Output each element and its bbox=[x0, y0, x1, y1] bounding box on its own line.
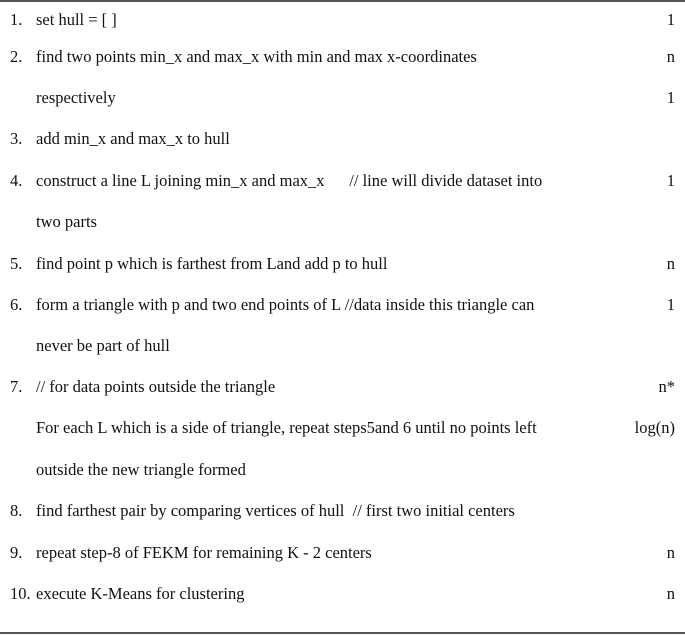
step-number: 5. bbox=[10, 254, 23, 273]
step-cost: n bbox=[666, 584, 675, 603]
step-cost: n* bbox=[658, 377, 675, 396]
step-cost: n bbox=[666, 543, 675, 562]
table-row bbox=[0, 85, 685, 111]
step-text: form a triangle with p and two end points of L //data inside this triangle can bbox=[36, 295, 535, 314]
table-row bbox=[0, 251, 685, 277]
step-cost: n bbox=[666, 254, 675, 273]
table-row bbox=[0, 209, 685, 235]
step-text: // for data points outside the triangle bbox=[36, 377, 276, 396]
step-text: For each L which is a side of triangle, repeat steps5and 6 until no points left bbox=[36, 418, 537, 437]
step-cost: n bbox=[666, 47, 675, 66]
step-text: find farthest pair by comparing vertices of hull // first two initial centers bbox=[36, 501, 515, 520]
step-number: 2. bbox=[10, 47, 23, 66]
table-row bbox=[0, 44, 685, 70]
table-row bbox=[0, 540, 685, 566]
step-number: 7. bbox=[10, 377, 23, 396]
table-top-rule bbox=[0, 0, 685, 2]
step-number: 6. bbox=[10, 295, 23, 314]
table-row bbox=[0, 457, 685, 483]
step-number: 9. bbox=[10, 543, 23, 562]
step-text: respectively bbox=[36, 88, 116, 107]
table-row bbox=[0, 333, 685, 359]
step-cost: 1 bbox=[666, 10, 675, 29]
step-cost: 1 bbox=[666, 171, 675, 190]
table-row bbox=[0, 374, 685, 400]
step-text: never be part of hull bbox=[36, 336, 170, 355]
table-row bbox=[0, 498, 685, 524]
table-row bbox=[0, 126, 685, 152]
step-text: construct a line L joining min_x and max_x // line will divide dataset into bbox=[36, 171, 543, 190]
step-cost: log(n) bbox=[634, 418, 675, 437]
table-row bbox=[0, 415, 685, 441]
step-text: execute K-Means for clustering bbox=[36, 584, 245, 603]
table-row bbox=[0, 168, 685, 194]
step-number: 4. bbox=[10, 171, 23, 190]
step-number: 8. bbox=[10, 501, 23, 520]
step-number: 3. bbox=[10, 129, 23, 148]
step-text: find point p which is farthest from Land add p to hull bbox=[36, 254, 388, 273]
step-number: 1. bbox=[10, 10, 23, 29]
step-text: repeat step-8 of FEKM for remaining K - 2 centers bbox=[36, 543, 372, 562]
step-text: set hull = [ ] bbox=[36, 10, 117, 29]
step-text: find two points min_x and max_x with min and max x-coordinates bbox=[36, 47, 477, 66]
step-cost: 1 bbox=[666, 295, 675, 314]
step-text: outside the new triangle formed bbox=[36, 460, 246, 479]
table-bottom-rule bbox=[0, 632, 685, 634]
table-row bbox=[0, 581, 685, 607]
step-number: 10. bbox=[10, 584, 31, 603]
table-row bbox=[0, 7, 685, 33]
table-row bbox=[0, 292, 685, 318]
step-text: add min_x and max_x to hull bbox=[36, 129, 230, 148]
step-cost: 1 bbox=[666, 88, 675, 107]
step-text: two parts bbox=[36, 212, 97, 231]
